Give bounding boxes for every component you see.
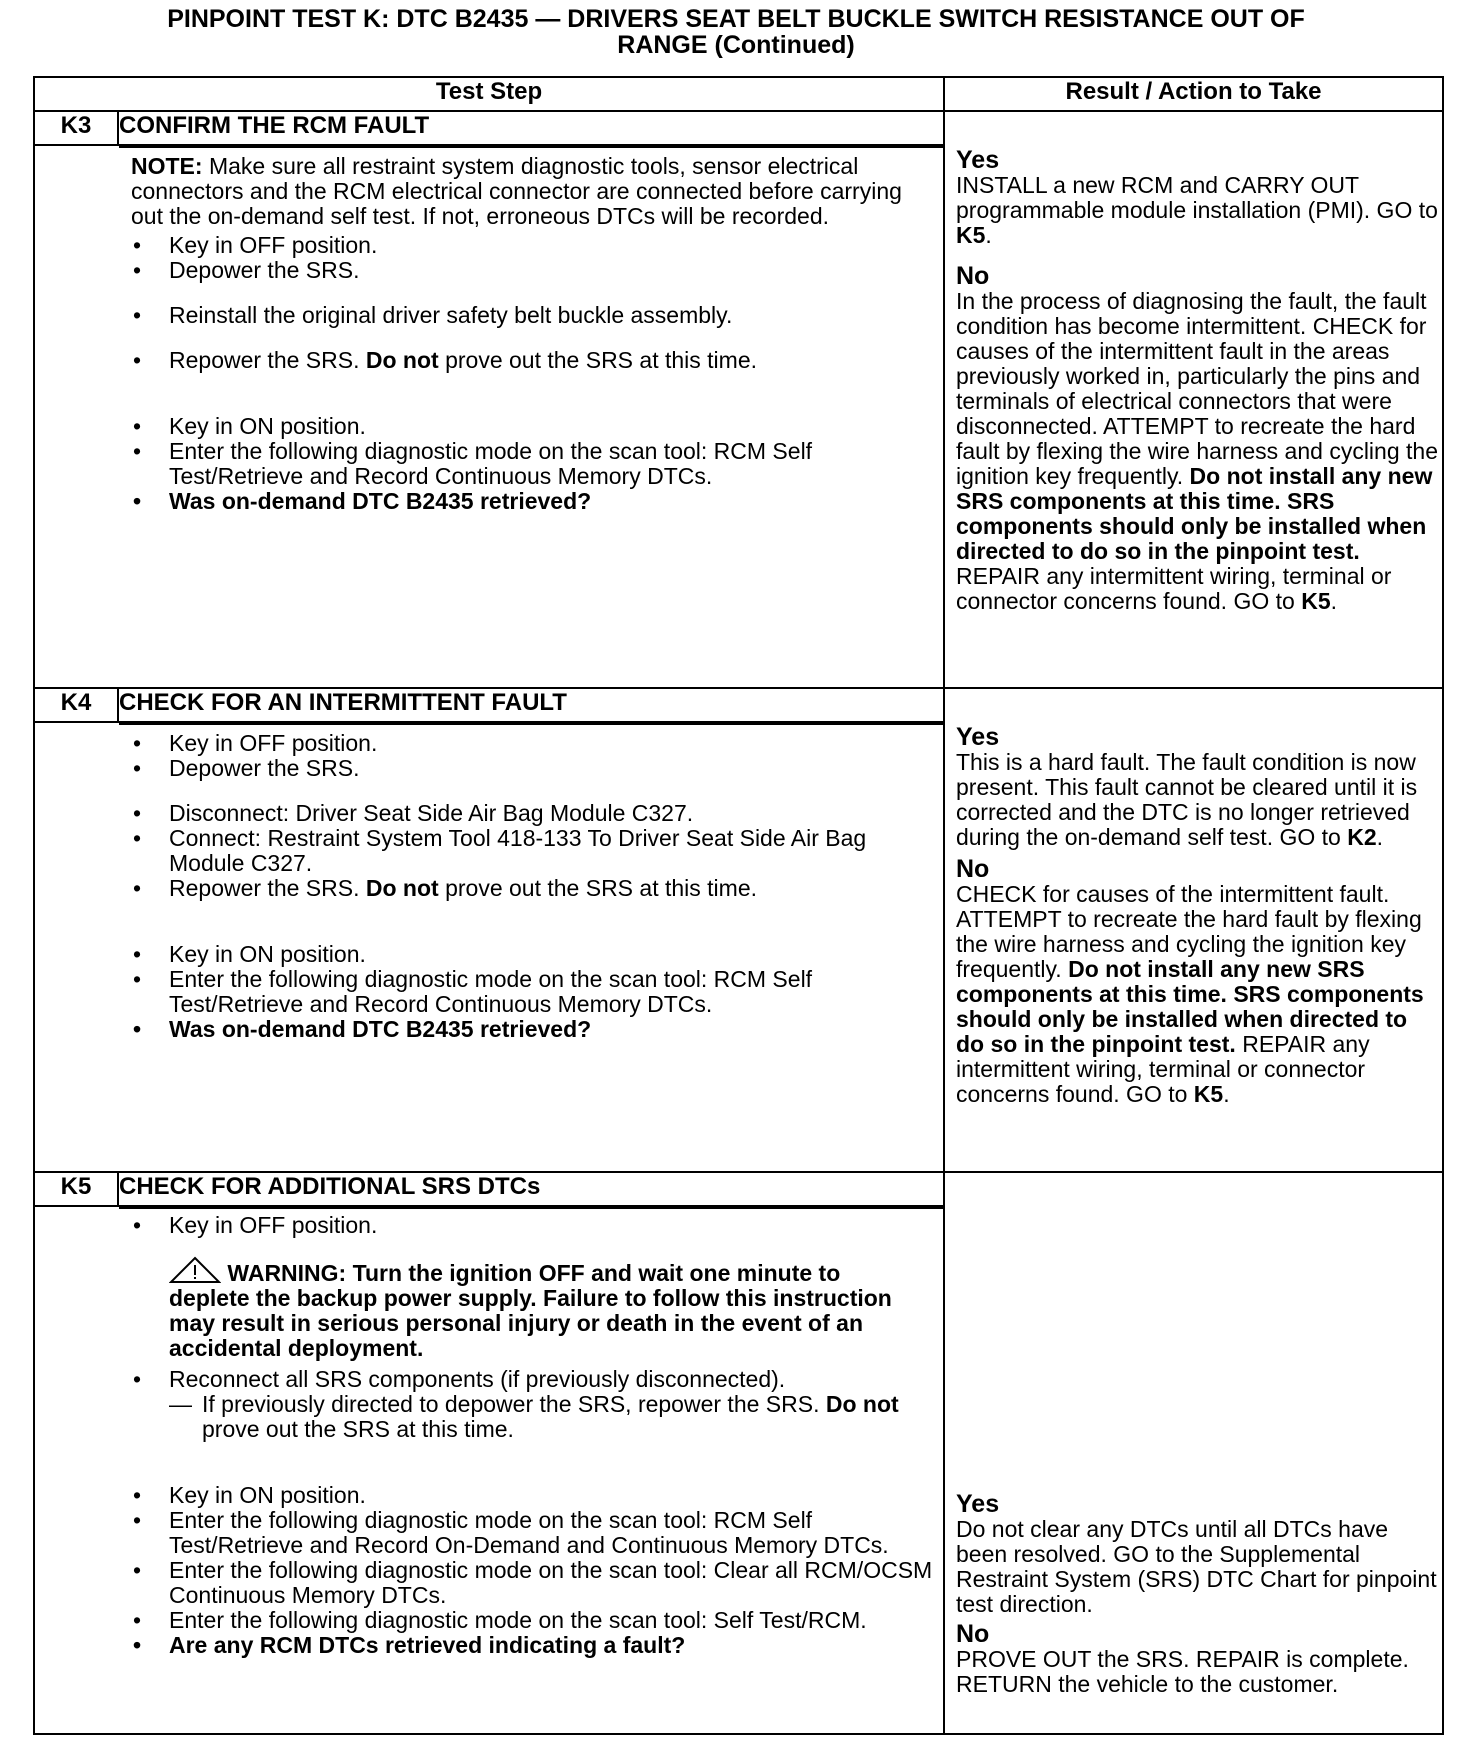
list-item: • Reconnect all SRS components (if previously disconnected). bbox=[131, 1367, 933, 1392]
title-line-2: RANGE (Continued) bbox=[617, 31, 855, 59]
result-yes-label: Yes bbox=[956, 1490, 1000, 1518]
list-item: • Key in ON position. bbox=[131, 414, 933, 439]
step-id-k4: K4 bbox=[34, 688, 118, 722]
result-yes-text: This is a hard fault. The fault condition is now present. This fault cannot be cleared until it is corrected and the DTC is no longer retrieved during the on-demand self test. GO to K2. bbox=[956, 749, 1418, 850]
result-no-label: No bbox=[956, 262, 990, 290]
result-yes-label: Yes bbox=[956, 146, 1000, 174]
result-no-text: In the process of diagnosing the fault, the fault condition has become intermittent. CHECK for causes of the intermittent fault in the areas previously worked in, particularly the pins and terminals of electrical connectors that were disconnected. ATTEMPT to recreate the hard fault by flexing the wire harness and cycling the ignition key frequently. Do not install any new SRS components at this time. SRS components should only be installed when directed to do so in the pinpoint test. REPAIR any intermittent wiring, terminal or connector concerns found. GO to K5. bbox=[956, 288, 1438, 614]
list-item: • Enter the following diagnostic mode on the scan tool: Clear all RCM/OCSM Continuous Memory DTCs. bbox=[131, 1558, 933, 1608]
list-item: • Are any RCM DTCs retrieved indicating a fault? bbox=[131, 1633, 933, 1658]
list-item: • Enter the following diagnostic mode on the scan tool: RCM Self Test/Retrieve and Record On-Demand and Continuous Memory DTCs. bbox=[131, 1508, 933, 1558]
step-body-k3 bbox=[34, 145, 944, 688]
pinpoint-test-table bbox=[33, 76, 1444, 1735]
list-item: • Connect: Restraint System Tool 418-133 To Driver Seat Side Air Bag Module C327. bbox=[131, 826, 933, 876]
step-heading-k5: CHECK FOR ADDITIONAL SRS DTCs bbox=[118, 1172, 944, 1206]
note-text: NOTE: Make sure all restraint system diagnostic tools, sensor electrical connectors and the RCM electrical connector are connected before carrying out the on-demand self test. If not, erroneous DTCs will be recorded. bbox=[131, 153, 902, 229]
list-item: • Key in OFF position. bbox=[131, 233, 933, 258]
warning-block bbox=[169, 1256, 923, 1361]
step-body-k5 bbox=[34, 1206, 944, 1734]
warning-triangle-icon bbox=[169, 1256, 221, 1284]
list-item: • Was on-demand DTC B2435 retrieved? bbox=[131, 489, 933, 514]
result-yes-text: Do not clear any DTCs until all DTCs have been resolved. GO to the Supplemental Restraint System (SRS) DTC Chart for pinpoint test direction. bbox=[956, 1516, 1437, 1617]
step-k3-heading-row bbox=[34, 111, 1443, 145]
list-item: • Enter the following diagnostic mode on the scan tool: Self Test/RCM. bbox=[131, 1608, 933, 1633]
step-id-k3: K3 bbox=[34, 111, 118, 145]
result-yes-text: INSTALL a new RCM and CARRY OUT programmable module installation (PMI). GO to K5. bbox=[956, 172, 1438, 248]
header-test-step: Test Step bbox=[34, 77, 944, 111]
list-item: • Repower the SRS. Do not prove out the SRS at this time. bbox=[131, 876, 933, 901]
title-line-1: PINPOINT TEST K: DTC B2435 — DRIVERS SEAT BELT BUCKLE SWITCH RESISTANCE OUT OF bbox=[167, 5, 1305, 33]
table-header-row bbox=[34, 77, 1443, 111]
step-body-k4 bbox=[34, 722, 944, 1172]
list-item: • Depower the SRS. bbox=[131, 756, 933, 781]
result-yes-label: Yes bbox=[956, 723, 1000, 751]
list-item: • Key in OFF position. bbox=[131, 731, 933, 756]
result-no-label: No bbox=[956, 855, 990, 883]
list-item: • Repower the SRS. Do not prove out the SRS at this time. bbox=[131, 348, 933, 373]
result-no-text: CHECK for causes of the intermittent fault. ATTEMPT to recreate the hard fault by flexing the wire harness and cycling the ignition key frequently. Do not install any new SRS components at this time. SRS components should only be installed when directed to do so in the pinpoint test. REPAIR any intermittent wiring, terminal or connector concerns found. GO to K5. bbox=[956, 881, 1424, 1107]
result-no-label: No bbox=[956, 1620, 990, 1648]
result-cell-k5 bbox=[944, 1172, 1443, 1734]
step-k4-heading-row bbox=[34, 688, 1443, 722]
list-item: • Key in OFF position. bbox=[131, 1213, 933, 1238]
list-item: • Key in ON position. bbox=[131, 1483, 933, 1508]
warning-text: WARNING: Turn the ignition OFF and wait one minute to deplete the backup power supply. Failure to follow this instruction may result in serious personal injury or death in the event of an accidental deployment. bbox=[169, 1260, 892, 1361]
list-item: • Reinstall the original driver safety belt buckle assembly. bbox=[131, 303, 933, 328]
list-item: • Was on-demand DTC B2435 retrieved? bbox=[131, 1017, 933, 1042]
sub-item: — If previously directed to depower the SRS, repower the SRS. Do not prove out the SRS at this time. bbox=[169, 1391, 899, 1442]
list-item: • Enter the following diagnostic mode on the scan tool: RCM Self Test/Retrieve and Record Continuous Memory DTCs. bbox=[131, 439, 933, 489]
list-item: • Depower the SRS. bbox=[131, 258, 933, 283]
result-no-text: PROVE OUT the SRS. REPAIR is complete. RETURN the vehicle to the customer. bbox=[956, 1646, 1409, 1697]
list-item: • Disconnect: Driver Seat Side Air Bag Module C327. bbox=[131, 801, 933, 826]
result-cell-k4 bbox=[944, 688, 1443, 1172]
list-item: • Enter the following diagnostic mode on the scan tool: RCM Self Test/Retrieve and Record Continuous Memory DTCs. bbox=[131, 967, 933, 1017]
step-heading-k4: CHECK FOR AN INTERMITTENT FAULT bbox=[118, 688, 944, 722]
header-result: Result / Action to Take bbox=[944, 77, 1443, 111]
step-id-k5: K5 bbox=[34, 1172, 118, 1206]
step-heading-k3: CONFIRM THE RCM FAULT bbox=[118, 111, 944, 145]
page-title bbox=[0, 6, 1472, 58]
result-cell-k3 bbox=[944, 111, 1443, 688]
step-k5-heading-row bbox=[34, 1172, 1443, 1206]
list-item: • Key in ON position. bbox=[131, 942, 933, 967]
